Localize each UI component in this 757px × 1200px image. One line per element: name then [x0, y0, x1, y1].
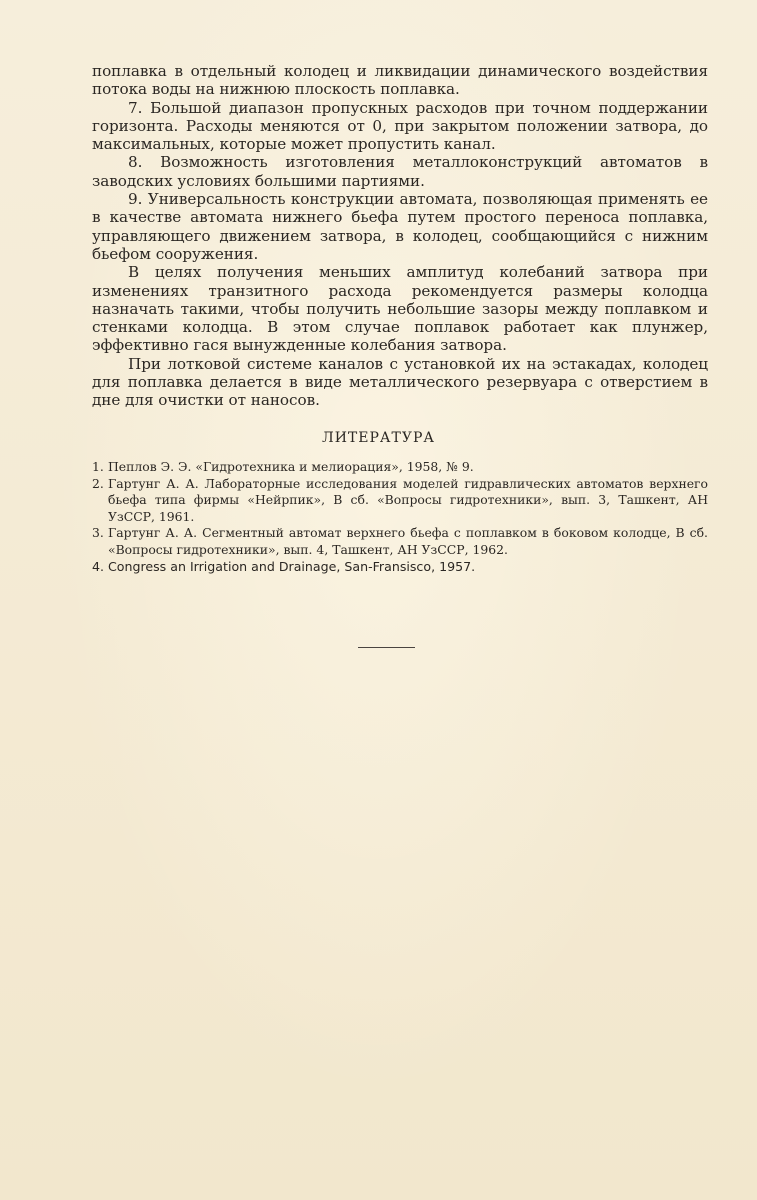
reference-number: 1. — [92, 459, 104, 474]
reference-text: Congress an Irrigation and Drainage, San-Fransisco, 1957. — [108, 558, 476, 574]
paragraph-item-8: 8. Возможность изготовления металлоконструкций автоматов в заводских условиях большими партиями. — [92, 153, 708, 190]
reference-number: 2. — [92, 475, 104, 491]
reference-item — [92, 459, 708, 476]
reference-number: 3. — [92, 525, 104, 541]
paragraph-item-7: 7. Большой диапазон пропускных расходов при точном поддержании горизонта. Расходы меняются от 0, при закрытом положении затвора, до максимальных, которые может пропустить канал. — [92, 98, 708, 154]
paragraph-recommendation: В целях получения меньших амплитуд колебаний затвора при изменениях транзитного расхода рекомендуется размеры колодца назначать такими, чтобы получить небольшие зазоры между поплавком и стенками колодца. В этом случае поплавок работает как плунжер, эффективно гася вынужденные колебания затвора. — [92, 263, 708, 355]
paragraph-item-9: 9. Универсальность конструкции автомата, позволяющая применять ее в качестве автомата нижнего бьефа путем простого переноса поплавка, управляющего движением затвора, в колодец, сообщающийся с нижним бьефом сооружения. — [92, 190, 708, 263]
body-text — [92, 62, 708, 410]
reference-text: Гартунг А. А. Сегментный автомат верхнего бьефа с поплавком в боковом колодце, В сб. «Вопросы гидротехники», вып. 4, Ташкент, АН УзССР, 1962. — [108, 525, 708, 557]
end-divider — [358, 647, 415, 648]
reference-list — [92, 459, 708, 575]
paragraph-continuation: поплавка в отдельный колодец и ликвидации динамического воздействия потока воды на нижнюю плоскость поплавка. — [92, 62, 708, 99]
reference-text: Гартунг А. А. Лабораторные исследования моделей гидравлических автоматов верхнего бьефа типа фирмы «Нейрпик», В сб. «Вопросы гидротехники», вып. 3, Ташкент, АН УзССР, 1961. — [108, 475, 708, 524]
reference-item — [92, 559, 708, 576]
reference-number: 4. — [92, 558, 105, 574]
paragraph-trough-system: При лотковой системе каналов с установкой их на эстакадах, колодец для поплавка делается в виде металлического резервуара с отверстием в дне для очистки от наносов. — [92, 354, 708, 410]
reference-item — [92, 525, 708, 558]
literature-heading: ЛИТЕРАТУРА — [322, 430, 435, 446]
reference-text: Пеплов Э. Э. «Гидротехника и мелиорация», 1958, № 9. — [108, 459, 474, 474]
reference-item — [92, 476, 708, 526]
